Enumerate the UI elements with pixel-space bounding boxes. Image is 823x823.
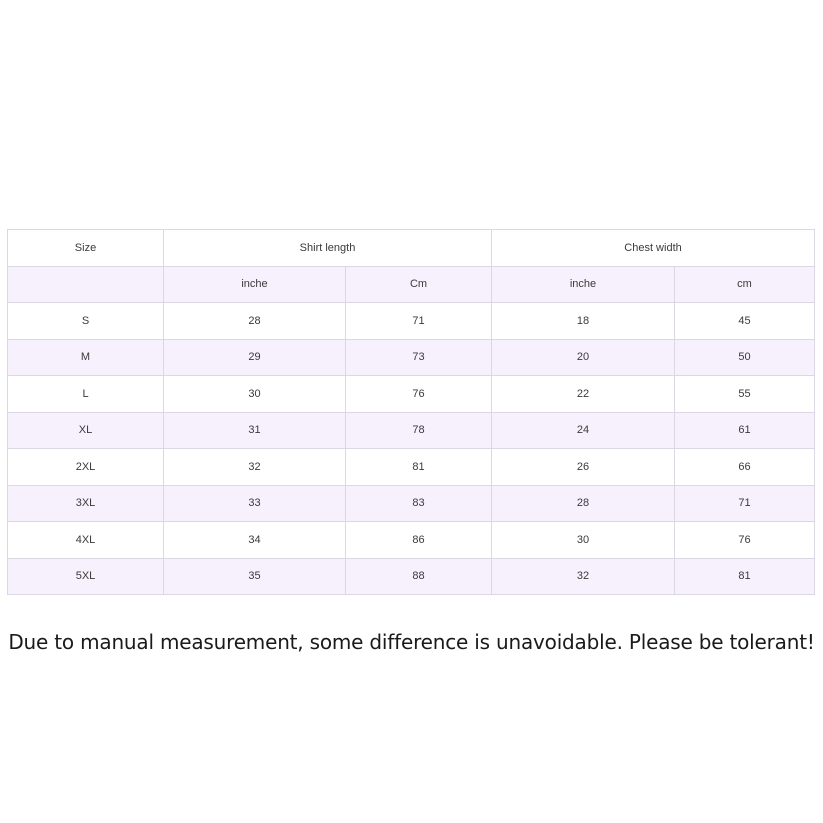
length-cm-cell: 83 [346, 485, 492, 522]
length-cm-cell: 86 [346, 522, 492, 559]
shirt-length-header: Shirt length [164, 230, 492, 267]
chest-inch-cell: 32 [492, 558, 675, 595]
length-inch-cell: 35 [164, 558, 346, 595]
length-inch-cell: 28 [164, 303, 346, 340]
chest-inch-cell: 20 [492, 339, 675, 376]
table-row [8, 449, 815, 486]
chest-cm-cell: 45 [675, 303, 815, 340]
chest-cm-cell: 81 [675, 558, 815, 595]
size-cell: XL [8, 412, 164, 449]
length-cm-cell: 73 [346, 339, 492, 376]
length-inch-cell: 32 [164, 449, 346, 486]
chest-inch-cell: 22 [492, 376, 675, 413]
chest-width-header: Chest width [492, 230, 815, 267]
length-cm-cell: 81 [346, 449, 492, 486]
table-header-row [8, 230, 815, 267]
length-cm-cell: 78 [346, 412, 492, 449]
chest-inch-cell: 30 [492, 522, 675, 559]
table-row [8, 339, 815, 376]
unit-cell: Cm [346, 266, 492, 303]
chest-cm-cell: 55 [675, 376, 815, 413]
size-cell: S [8, 303, 164, 340]
size-cell: 2XL [8, 449, 164, 486]
table-row [8, 485, 815, 522]
chest-cm-cell: 66 [675, 449, 815, 486]
length-inch-cell: 31 [164, 412, 346, 449]
length-cm-cell: 88 [346, 558, 492, 595]
table-row [8, 376, 815, 413]
chest-inch-cell: 24 [492, 412, 675, 449]
table-row [8, 522, 815, 559]
table-row [8, 303, 815, 340]
length-inch-cell: 34 [164, 522, 346, 559]
chest-inch-cell: 18 [492, 303, 675, 340]
chest-inch-cell: 26 [492, 449, 675, 486]
unit-cell: cm [675, 266, 815, 303]
size-cell: 5XL [8, 558, 164, 595]
chest-cm-cell: 50 [675, 339, 815, 376]
length-cm-cell: 71 [346, 303, 492, 340]
size-header: Size [8, 230, 164, 267]
size-cell: 4XL [8, 522, 164, 559]
table-units-row [8, 266, 815, 303]
chest-inch-cell: 28 [492, 485, 675, 522]
length-inch-cell: 30 [164, 376, 346, 413]
length-cm-cell: 76 [346, 376, 492, 413]
table-row [8, 412, 815, 449]
size-cell: L [8, 376, 164, 413]
size-cell: M [8, 339, 164, 376]
size-cell: 3XL [8, 485, 164, 522]
measurement-note: Due to manual measurement, some difference is unavoidable. Please be tolerant! [8, 630, 815, 654]
size-chart-table [7, 229, 815, 595]
unit-cell: inche [164, 266, 346, 303]
unit-cell: inche [492, 266, 675, 303]
units-blank-cell [8, 266, 164, 303]
length-inch-cell: 33 [164, 485, 346, 522]
chest-cm-cell: 76 [675, 522, 815, 559]
chest-cm-cell: 71 [675, 485, 815, 522]
chest-cm-cell: 61 [675, 412, 815, 449]
length-inch-cell: 29 [164, 339, 346, 376]
table-row [8, 558, 815, 595]
